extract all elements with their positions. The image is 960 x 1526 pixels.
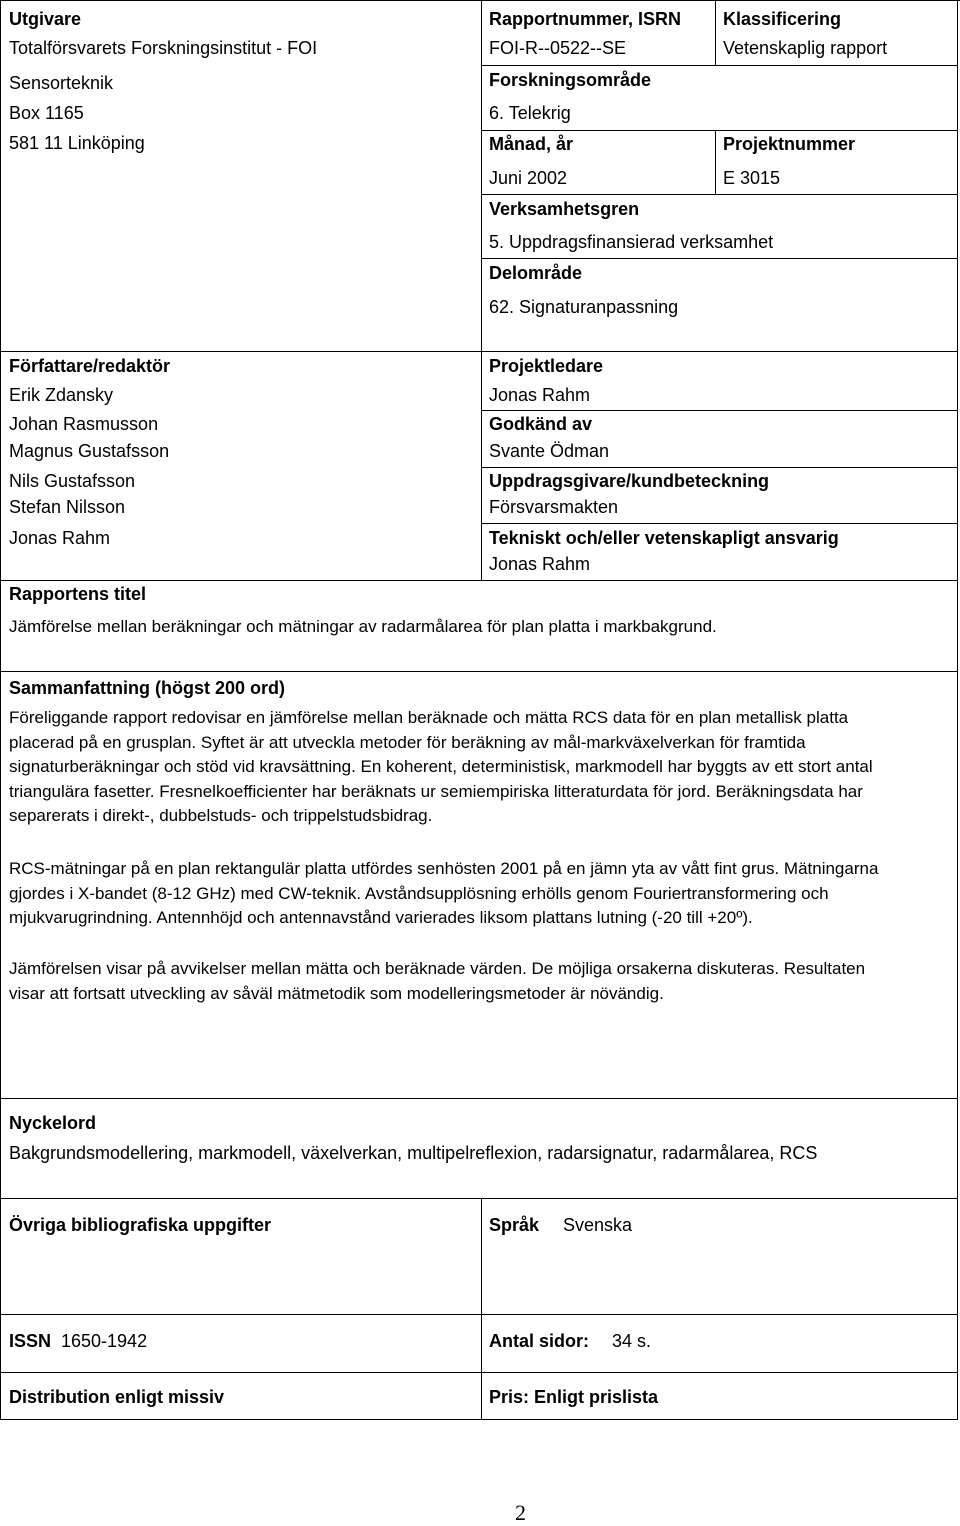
project-leader-label: Projektledare bbox=[489, 356, 604, 376]
summary-line: RCS-mätningar på en plan rektangulär platta utfördes senhösten 2001 på en jämn yta av vått fint grus. Mätningarna bbox=[9, 859, 879, 878]
summary-line: Jämförelsen visar på avvikelser mellan mätta och beräknade värden. De möjliga orsakerna diskuteras. Resultaten bbox=[9, 959, 866, 978]
publisher-label: Utgivare bbox=[9, 9, 82, 29]
author-name: Nils Gustafsson bbox=[9, 471, 136, 491]
hline-6 bbox=[481, 410, 958, 411]
issn-value: 1650-1942 bbox=[61, 1331, 148, 1351]
pages-value: 34 s. bbox=[612, 1331, 652, 1351]
summary-line: Föreliggande rapport redovisar en jämförelse mellan beräknade och mätta RCS data för en plan metallisk platta bbox=[9, 708, 849, 727]
summary-paragraph bbox=[9, 957, 949, 1006]
hline-11 bbox=[0, 1098, 958, 1099]
author-name: Johan Rasmusson bbox=[9, 414, 159, 434]
summary-line: signaturberäkningar och stöd vid kravsättning. En koherent, deterministisk, markmodell har byggts av ett stort antal bbox=[9, 757, 873, 776]
hline-5 bbox=[0, 351, 958, 352]
month-year-label: Månad, år bbox=[489, 134, 574, 154]
classification-label: Klassificering bbox=[723, 9, 842, 29]
branch-value: 5. Uppdragsfinansierad verksamhet bbox=[489, 232, 774, 252]
summary-line: gjordes i X-bandet (8-12 GHz) med CW-teknik. Avståndsupplösning erhölls genom Fouriertransformering och bbox=[9, 883, 829, 903]
responsible-label: Tekniskt och/eller vetenskapligt ansvarig bbox=[489, 528, 839, 548]
col-divider-classification bbox=[715, 0, 716, 65]
classification-value: Vetenskaplig rapport bbox=[723, 38, 888, 58]
author-name: Jonas Rahm bbox=[9, 528, 111, 548]
research-area-label: Forskningsområde bbox=[489, 70, 652, 90]
hline-2 bbox=[481, 130, 958, 131]
author-name: Erik Zdansky bbox=[9, 385, 114, 405]
report-number-label: Rapportnummer, ISRN bbox=[489, 9, 682, 29]
responsible-value: Jonas Rahm bbox=[489, 554, 591, 574]
hline-14 bbox=[0, 1372, 958, 1373]
page-number: 2 bbox=[515, 1500, 526, 1525]
hline-8 bbox=[481, 523, 958, 524]
publisher-line: Sensorteknik bbox=[9, 73, 114, 93]
hline-13 bbox=[0, 1314, 958, 1315]
summary-paragraph bbox=[9, 857, 949, 931]
frame-top bbox=[0, 0, 960, 1]
hline-3 bbox=[481, 194, 958, 195]
subarea-label: Delområde bbox=[489, 263, 583, 283]
language-value: Svenska bbox=[563, 1215, 633, 1235]
col-divider-authors bbox=[481, 351, 482, 580]
approved-by-label: Godkänd av bbox=[489, 414, 593, 434]
other-biblio-label: Övriga bibliografiska uppgifter bbox=[9, 1215, 272, 1235]
project-leader-value: Jonas Rahm bbox=[489, 385, 591, 405]
project-number-value: E 3015 bbox=[723, 168, 781, 188]
summary-line: triangulära fasetter. Fresnelkoefficienter har beräknats ur semiempiriska litteraturdata för jord. Beräkningsdata har bbox=[9, 781, 863, 801]
client-value: Försvarsmakten bbox=[489, 497, 619, 517]
hline-10 bbox=[0, 671, 958, 672]
keywords-value: Bakgrundsmodellering, markmodell, växelverkan, multipelreflexion, radarsignatur, radarmålarea, RCS bbox=[9, 1143, 818, 1163]
author-name: Stefan Nilsson bbox=[9, 497, 126, 517]
summary-label: Sammanfattning (högst 200 ord) bbox=[9, 678, 286, 698]
summary-line: mjukvarugrindning. Antennhöjd och antennavstånd varierades liksom plattans lutning (-20 till +20º). bbox=[9, 908, 753, 927]
approved-by-value: Svante Ödman bbox=[489, 441, 610, 461]
research-area-value: 6. Telekrig bbox=[489, 103, 571, 123]
summary-line: visar att fortsatt utveckling av såväl mätmetodik som modelleringsmetoder är növändig. bbox=[9, 983, 664, 1003]
hline-4 bbox=[481, 258, 958, 259]
frame-bottom bbox=[0, 1419, 958, 1420]
distribution-label: Distribution enligt missiv bbox=[9, 1387, 225, 1407]
col-divider-upper bbox=[481, 0, 482, 351]
hline-12 bbox=[0, 1198, 958, 1199]
summary-line: placerad på en grusplan. Syftet är att utveckla metoder för beräkning av mål-markväxelverkan för framtida bbox=[9, 732, 806, 752]
client-label: Uppdragsgivare/kundbeteckning bbox=[489, 471, 770, 491]
frame-left bbox=[0, 0, 1, 1420]
pages-label: Antal sidor: bbox=[489, 1331, 590, 1351]
issn-label: ISSN bbox=[9, 1331, 52, 1351]
col-divider-language bbox=[481, 1198, 482, 1420]
author-name: Magnus Gustafsson bbox=[9, 441, 170, 461]
report-title-label: Rapportens titel bbox=[9, 584, 147, 604]
keywords-label: Nyckelord bbox=[9, 1113, 97, 1133]
publisher-line: Box 1165 bbox=[9, 103, 84, 123]
branch-label: Verksamhetsgren bbox=[489, 199, 640, 219]
summary-paragraph bbox=[9, 706, 949, 829]
summary-line: separerats i direkt-, dubbelstuds- och trippelstudsbidrag. bbox=[9, 806, 433, 825]
report-number-value: FOI-R--0522--SE bbox=[489, 38, 627, 58]
subarea-value: 62. Signaturanpassning bbox=[489, 297, 679, 317]
price-label: Pris: Enligt prislista bbox=[489, 1387, 659, 1407]
hline-7 bbox=[481, 467, 958, 468]
publisher-line: 581 11 Linköping bbox=[9, 133, 145, 153]
authors-label: Författare/redaktör bbox=[9, 356, 171, 376]
publisher-line: Totalförsvarets Forskningsinstitut - FOI bbox=[9, 38, 318, 58]
language-label: Språk bbox=[489, 1215, 540, 1235]
month-year-value: Juni 2002 bbox=[489, 168, 568, 188]
col-divider-project bbox=[715, 130, 716, 194]
hline-1 bbox=[481, 65, 958, 66]
hline-9 bbox=[0, 580, 958, 581]
project-number-label: Projektnummer bbox=[723, 134, 856, 154]
frame-right bbox=[957, 0, 958, 1420]
report-title-value: Jämförelse mellan beräkningar och mätningar av radarmålarea för plan platta i markbakgrund. bbox=[9, 617, 717, 636]
